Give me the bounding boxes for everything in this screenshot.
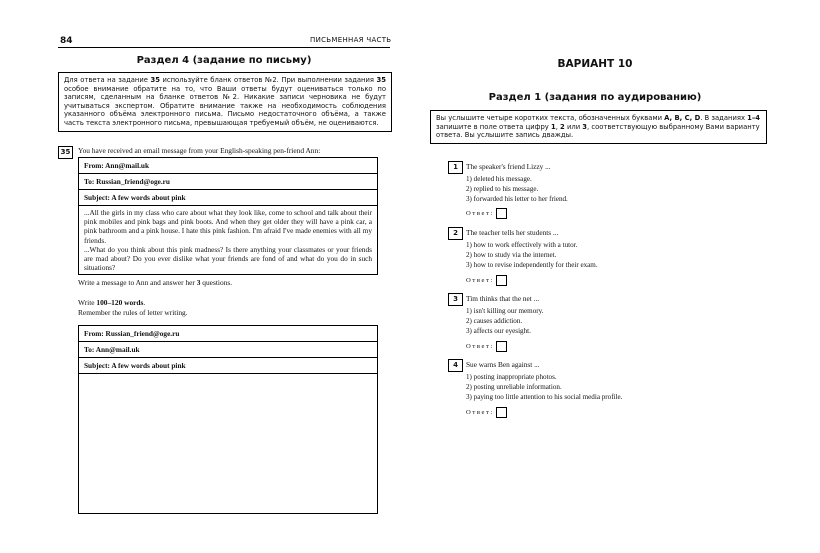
instruction-text: особое внимание обратите на то, что Ваши ответы будут оцениваться только по записям, сделанным на бланке ответов №2. Никакие записи черновика не будут учитываться экспертом. Обратите внимание также на необходимость соблюдения указанного объёма электронного письма. Письмо недостаточного объёма, а также часть текста электронного письма, превышающая требуемый объём, не оцениваются. (64, 84, 386, 127)
option: 1) deleted his message. (466, 175, 532, 183)
instruction-text: Для ответа на задание (64, 76, 151, 84)
email-subject: Subject: A few words about pink (79, 190, 378, 206)
instruction-digit: 3 (582, 122, 588, 131)
instruction-text: или (564, 122, 583, 131)
question-number: 1 (448, 161, 463, 174)
task-question-count: 3 (196, 278, 201, 287)
instruction-text: , (555, 122, 561, 131)
question-options (466, 174, 568, 205)
answer-box[interactable] (496, 341, 507, 352)
reply-body-area[interactable] (79, 374, 378, 514)
reply-email-form (78, 325, 378, 514)
task-text: questions. (200, 278, 233, 287)
task-text: Write (78, 298, 97, 307)
question-text: Tim thinks that the net ... (466, 294, 540, 303)
question-text: Sue warns Ben against ... (466, 360, 540, 369)
instruction-text: . В заданиях (700, 114, 748, 122)
instruction-text: Вы услышите четыре коротких текста, обозначенных буквами (436, 114, 665, 122)
option: 3) paying too little attention to his social media profile. (466, 393, 623, 402)
option: 2) how to study via the internet. (466, 251, 557, 260)
option: 2) causes addiction. (466, 317, 523, 326)
answer-row (466, 341, 507, 352)
instruction-digit: 1 (550, 122, 556, 131)
task-intro: You have received an email message from your English-speaking pen-friend Ann: (78, 146, 321, 155)
email-body-paragraph: ...All the girls in my class who care about what they look like, come to school and talk about their pink mobiles and pink bags and pink boots. And when they get older they will have a pink car, a pink bathroom and a pink house. I hate this pink fashion. I'm afraid I've made enemies with all my friends. (84, 208, 372, 245)
writing-instruction-box (58, 72, 392, 132)
email-to: To: Russian_friend@oge.ru (79, 174, 378, 190)
answer-row (466, 407, 507, 418)
answer-box[interactable] (496, 407, 507, 418)
header-rule (58, 47, 390, 48)
answer-row (466, 208, 507, 219)
answer-row (466, 275, 507, 286)
option: 1) how to work effectively with a tutor. (466, 241, 578, 249)
section-title-listening: Раздел 1 (задания по аудированию) (488, 92, 702, 103)
reply-subject: Subject: A few words about pink (79, 358, 378, 374)
instruction-text: запишите в поле ответа цифру (436, 122, 551, 131)
reply-to: To: Ann@mail.uk (79, 342, 378, 358)
instruction-range: 1–4 (747, 114, 760, 122)
question-text: The speaker's friend Lizzy ... (466, 162, 551, 171)
question-options (466, 240, 598, 271)
page-number: 84 (60, 36, 73, 46)
option: 2) posting unreliable information. (466, 383, 562, 392)
instruction-text: используйте бланк ответов №2. При выполнении задания (159, 76, 377, 84)
instruction-text: , соответствующую выбранному Вами варианту ответа. Вы услышите запись дважды. (436, 122, 760, 140)
option: 3) how to revise independently for their exam. (466, 261, 598, 270)
task-number-badge: 35 (58, 146, 73, 159)
variant-title: ВАРИАНТ 10 (557, 58, 633, 70)
question-number: 3 (448, 293, 463, 306)
option: 1) isn't killing our memory. (466, 307, 544, 315)
running-title: ПИСЬМЕННАЯ ЧАСТЬ (310, 36, 392, 44)
section-title-writing: Раздел 4 (задание по письму) (136, 55, 312, 66)
instruction-letters: A, B, C, D (664, 114, 701, 122)
option: 3) affects our eyesight. (466, 327, 531, 336)
answer-label: Ответ: (466, 343, 494, 351)
instruction-task-number: 35 (376, 76, 386, 84)
question-options (466, 372, 622, 403)
question-options (466, 306, 543, 337)
question-number: 2 (448, 227, 463, 240)
incoming-email (78, 157, 378, 275)
listening-instruction-box (430, 110, 767, 144)
task-reminder: Remember the rules of letter writing. (78, 308, 188, 317)
email-body (79, 206, 378, 275)
email-from: From: Ann@mail.uk (79, 158, 378, 174)
instruction-digit: 2 (560, 122, 565, 131)
question-number: 4 (448, 359, 463, 372)
task-text: Write a message to Ann and answer her (78, 278, 197, 287)
answer-label: Ответ: (466, 409, 494, 417)
option: 2) replied to his message. (466, 185, 539, 194)
answer-label: Ответ: (466, 210, 494, 218)
answer-box[interactable] (496, 208, 507, 219)
option: 1) posting inappropriate photos. (466, 373, 557, 381)
question-text: The teacher tells her students ... (466, 228, 559, 237)
task-text: . (143, 298, 146, 307)
option: 3) forwarded his letter to her friend. (466, 195, 568, 204)
email-body-paragraph: ...What do you think about this pink madness? Is there anything your classmates or your friends are mad about? Do you ever dislike what your friends are fond of and what do you do in such situations? (84, 244, 372, 273)
reply-from: From: Russian_friend@oge.ru (79, 326, 378, 342)
answer-label: Ответ: (466, 277, 494, 285)
task-instruction-length (78, 298, 188, 318)
instruction-task-number: 35 (150, 76, 160, 84)
task-word-count: 100–120 words (96, 298, 144, 307)
answer-box[interactable] (496, 275, 507, 286)
task-instruction-answer (78, 278, 232, 287)
